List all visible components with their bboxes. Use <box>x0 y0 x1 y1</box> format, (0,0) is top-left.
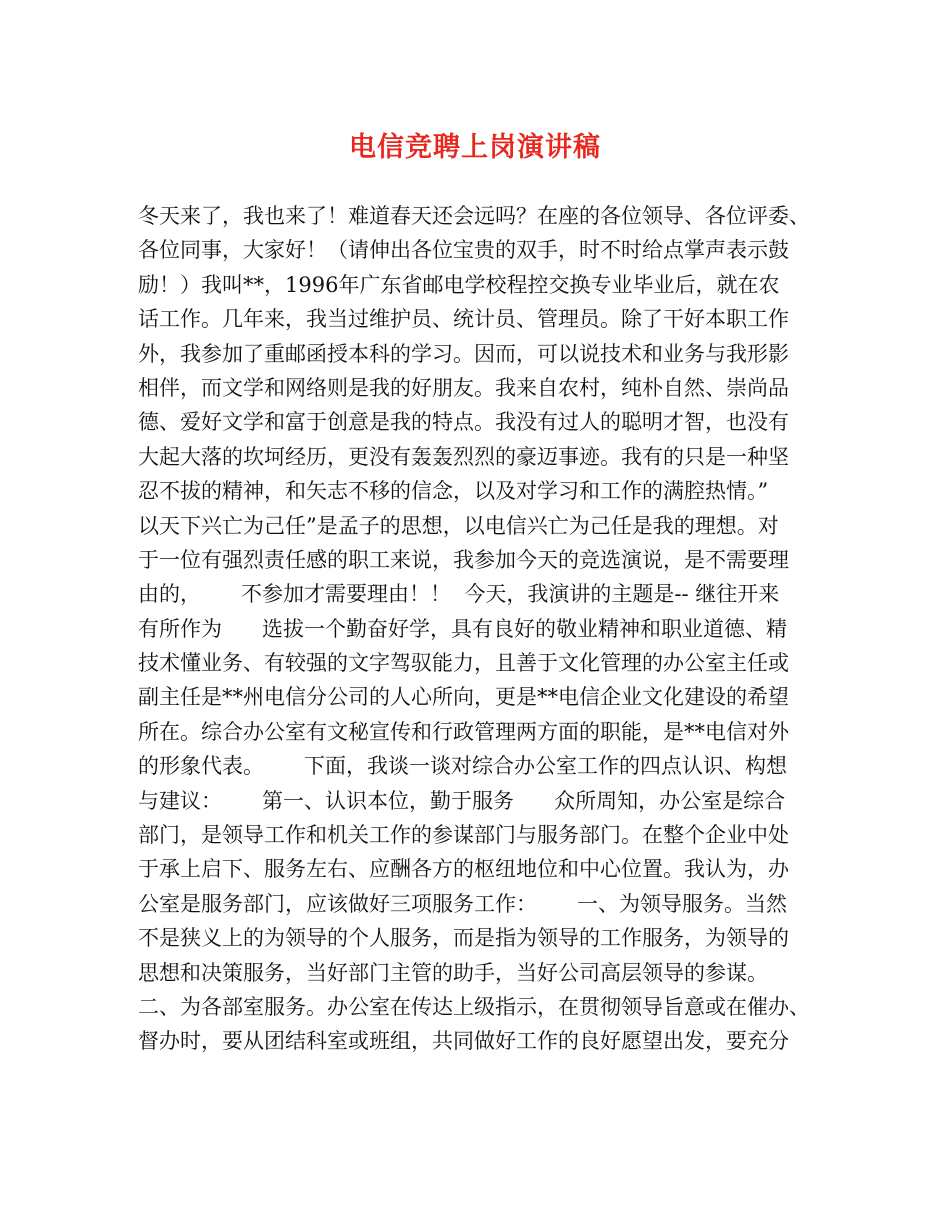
body-line: 话工作。几年来，我当过维护员、统计员、管理员。除了干好本职工作 <box>138 307 789 332</box>
body-line: 德、爱好文学和富于创意是我的特点。我没有过人的聪明才智，也没有 <box>138 410 789 435</box>
body-line: 相伴，而文学和网络则是我的好朋友。我来自农村，纯朴自然、崇尚品 <box>138 375 789 400</box>
body-line: 思想和决策服务，当好部门主管的助手，当好公司高层领导的参谋。 <box>138 960 768 985</box>
body-line: 于承上启下、服务左右、应酬各方的枢纽地位和中心位置。我认为，办 <box>138 857 789 882</box>
document-body <box>138 199 828 1059</box>
body-line: 不是狭义上的为领导的个人服务，而是指为领导的工作服务，为领导的 <box>138 926 789 951</box>
body-line: 励！）我叫**，1996年广东省邮电学校程控交换专业毕业后，就在农 <box>138 272 780 297</box>
body-line: 各位同事，大家好！（请伸出各位宝贵的双手，时不时给点掌声表示鼓 <box>138 238 789 263</box>
body-line: 二、为各部室服务。办公室在传达上级指示，在贯彻领导旨意或在催办、 <box>138 994 810 1019</box>
body-line: 以天下兴亡为己任”是孟子的思想，以电信兴亡为己任是我的理想。对 <box>138 513 779 538</box>
body-line: 有所作为 选拔一个勤奋好学，具有良好的敬业精神和职业道德、精 <box>138 616 788 641</box>
body-line: 督办时，要从团结科室或班组，共同做好工作的良好愿望出发，要充分 <box>138 1029 789 1054</box>
body-line: 的形象代表。 下面，我谈一谈对综合办公室工作的四点认识、构想 <box>138 754 788 779</box>
body-line: 由的， 不参加才需要理由！！ 今天，我演讲的主题是-- 继往开来 <box>138 582 780 607</box>
body-line: 所在。综合办公室有文秘宣传和行政管理两方面的职能，是**电信对外 <box>138 719 789 744</box>
body-line: 于一位有强烈责任感的职工来说，我参加今天的竞选演说，是不需要理 <box>138 547 789 572</box>
body-line: 外，我参加了重邮函授本科的学习。因而，可以说技术和业务与我形影 <box>138 341 789 366</box>
body-line: 部门，是领导工作和机关工作的参谋部门与服务部门。在整个企业中处 <box>138 823 789 848</box>
body-line: 大起大落的坎坷经历，更没有轰轰烈烈的豪迈事迹。我有的只是一种坚 <box>138 444 789 469</box>
body-line: 副主任是**州电信分公司的人心所向，更是**电信企业文化建设的希望 <box>138 685 789 710</box>
document-title: 电信竞聘上岗演讲稿 <box>349 132 601 163</box>
body-line: 与建议： 第一、认识本位，勤于服务 众所周知，办公室是综合 <box>138 788 786 813</box>
body-line: 公室是服务部门，应该做好三项服务工作： 一、为领导服务。当然 <box>138 891 788 916</box>
body-line: 忍不拔的精神，和矢志不移的信念，以及对学习和工作的满腔热情。” <box>138 479 769 504</box>
body-line: 技术懂业务、有较强的文字驾驭能力，且善于文化管理的办公室主任或 <box>138 651 789 676</box>
body-line: 冬天来了，我也来了！难道春天还会远吗？在座的各位领导、各位评委、 <box>138 204 810 228</box>
